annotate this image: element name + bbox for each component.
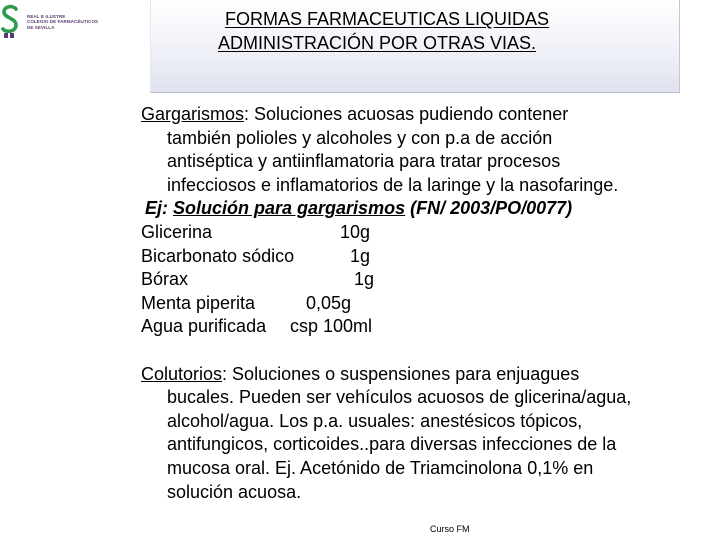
gargarismos-line: también polioles y alcoholes y con p.a de acción xyxy=(167,127,553,148)
college-logo-text xyxy=(27,14,98,30)
colutorios-line: alcohol/agua. Los p.a. usuales: anestésicos tópicos, xyxy=(167,410,583,431)
recipe-row xyxy=(141,292,701,316)
footer-course-label: Curso FM xyxy=(430,524,470,534)
recipe-row xyxy=(141,245,701,269)
colutorios-definition xyxy=(141,363,701,387)
ingredient-quantity: 1g xyxy=(350,245,371,266)
recipe-row xyxy=(141,221,701,245)
example-reference: (FN/ 2003/PO/0077) xyxy=(405,198,573,219)
slide-title-box xyxy=(150,0,680,93)
ingredient-name: Bicarbonato sódico xyxy=(141,245,295,266)
colutorios-line: bucales. Pueden ser vehículos acuosos de glicerina/agua, xyxy=(167,387,632,408)
colutorios-term: Colutorios xyxy=(141,363,223,384)
college-logo-mark-icon xyxy=(1,4,19,40)
colutorios-line: solución acuosa. xyxy=(167,481,302,502)
gargarismos-line: antiséptica y antiinflamatoria para tratar procesos xyxy=(167,151,561,172)
gargarismos-line: infecciosos e inflamatorios de la laringe y la nasofaringe. xyxy=(167,174,619,195)
gargarismos-definition xyxy=(141,103,701,127)
recipe-row xyxy=(141,315,701,339)
gargarismos-example xyxy=(141,197,701,221)
logo-line: COLEGIO DE FARMACÉUTICOS xyxy=(27,19,99,25)
example-title: Solución para gargarismos xyxy=(173,198,406,219)
colutorios-line: mucosa oral. Ej. Acetónido de Triamcinolona 0,1% en xyxy=(167,457,594,478)
ingredient-quantity: 0,05g xyxy=(306,292,352,313)
colutorios-intro: : Soluciones o suspensiones para enjuagues xyxy=(222,363,580,384)
recipe-row xyxy=(141,268,701,292)
logo-line: REAL E ILUSTRE xyxy=(27,14,66,19)
colutorios-line: antifungicos, corticoides..para diversas infecciones de la xyxy=(167,434,617,455)
slide-body xyxy=(141,103,701,504)
slide-title-line-2: ADMINISTRACIÓN POR OTRAS VIAS. xyxy=(217,33,537,53)
ingredient-name: Glicerina xyxy=(141,221,213,242)
logo-line: DE SEVILLA xyxy=(27,24,55,30)
section-spacer xyxy=(141,339,701,363)
ingredient-quantity: 1g xyxy=(354,269,375,290)
ingredient-quantity: 10g xyxy=(340,221,371,242)
ingredient-name: Agua purificada xyxy=(141,316,267,337)
gargarismos-term: Gargarismos xyxy=(141,104,245,124)
gargarismos-intro: : Soluciones acuosas pudiendo contener xyxy=(244,104,569,124)
slide-title-line-1: FORMAS FARMACEUTICAS LIQUIDAS xyxy=(224,9,550,29)
ingredient-name: Bórax xyxy=(141,269,189,290)
ingredient-name: Menta piperita xyxy=(141,292,256,313)
example-prefix: Ej: xyxy=(145,198,174,219)
ingredient-quantity: csp 100ml xyxy=(290,316,373,337)
